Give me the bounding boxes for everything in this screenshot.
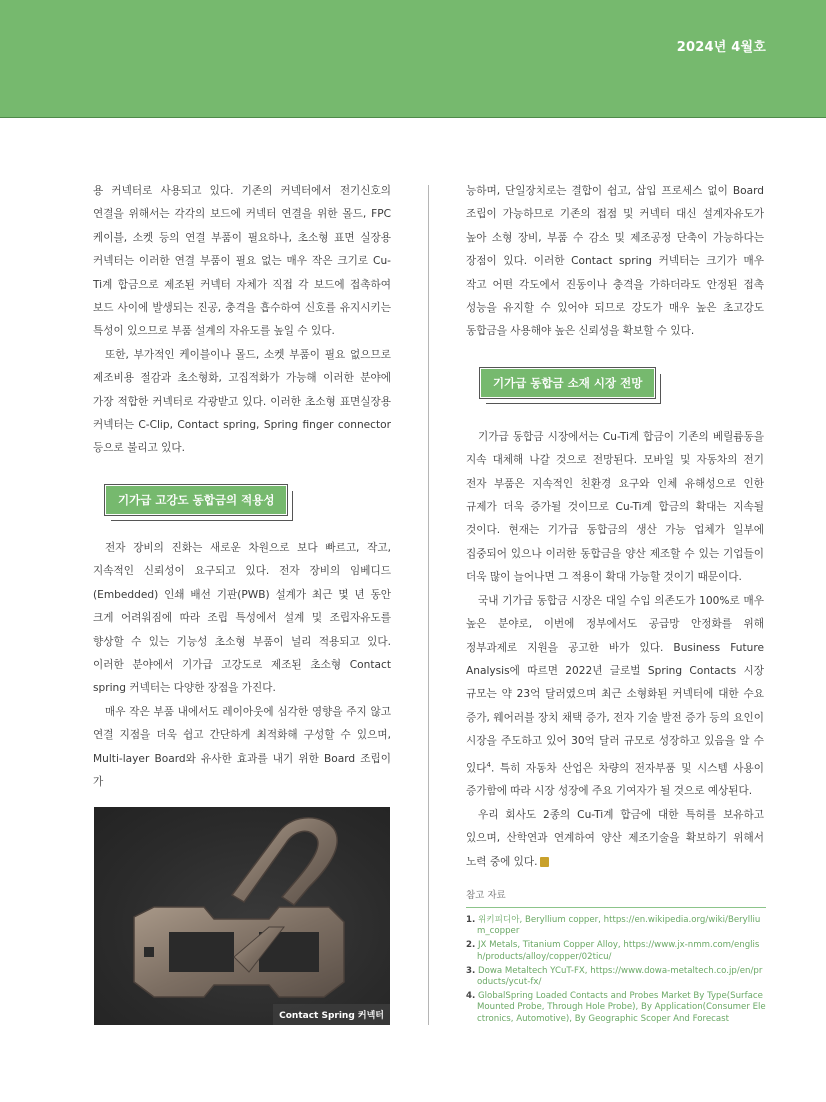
references-list: [466, 915, 766, 1025]
reference-item: 3. Dowa Metaltech YCuT-FX, https://www.dowa-metaltech.co.jp/en/products/ycut-fx/: [466, 965, 763, 988]
left-column: [93, 180, 391, 794]
section-heading-wrap: [466, 344, 764, 426]
body-text: 우리 회사도 2종의 Cu-Ti계 합금에 대한 특허를 보유하고 있으며, 산학연과 연계하여 양산 제조기술을 확보하기 위해서 노력 중에 있다.: [466, 808, 764, 868]
end-mark-icon: [540, 857, 549, 867]
right-column: [466, 180, 764, 874]
reference-item: 4. GlobalSpring Loaded Contacts and Probes Market By Type(Surface Mounted Probe, Through Hole Probe), By Application(Consumer Electronics, Automotive), By Geographic Scoper And Forecast: [466, 991, 766, 1024]
header-band: [0, 0, 826, 118]
body-text: 특히 자동차 산업은 차량의 전자부품 및 시스템 사용이 증가함에 따라 시장 성장에 주요 기여자가 될 것으로 예상된다.: [466, 762, 764, 798]
footnote-mark: 4: [486, 760, 491, 769]
contact-spring-photo: [94, 807, 390, 1025]
column-divider: [428, 185, 429, 1025]
body-text: 국내 기가급 동합금 시장은 대일 수입 의존도가 100%로 매우 높은 분야로, 이번에 정부에서도 공급망 안정화를 위해 정부과제로 지원을 공고한 바가 있다. Business Future Analysis에 따르면 2022년 글로벌 Spring Contacts 시장 규모는 약 23억 달러였으며 최근 소형화된 커넥터에 대한 수요 증가, 웨어러블 장치 채택 증가, 전자 기술 발전 증가 등의 요인이 시장을 주도하고 있어 30억 달러 규모로 성장하고 있음을 알 수 있다: [466, 594, 764, 775]
reference-item: 1. 위키피디아, Beryllium copper, https://en.wikipedia.org/wiki/Beryllium_copper: [466, 915, 761, 937]
section-heading: 기가급 고강도 동합금의 적용성: [105, 485, 287, 515]
body-paragraph: 용 커넥터로 사용되고 있다. 기존의 커넥터에서 전기신호의 연결을 위해서는 각각의 보드에 커넥터 연결을 위한 몰드, FPC 케이블, 소켓 등의 연결 부품이 필요하나, 초소형 표면 실장용 커넥터는 이러한 연결 부품이 필요 없는 매우 작은 크기로 Cu-Ti계 합금으로 제조된 커넥터 자체가 직접 각 보드에 접촉하여 보드 사이에 발생되는 진공, 충격을 흡수하여 신호를 유지시키는 특성이 있으므로 부품 설계의 자유도를 높일 수 있다.: [93, 185, 391, 338]
issue-date: 2024년 4월호: [676, 40, 766, 55]
body-paragraph: 전자 장비의 진화는 새로운 차원으로 보다 빠르고, 작고, 지속적인 신뢰성이 요구되고 있다. 전자 장비의 임베디드(Embedded) 인쇄 배선 기판(PWB) 설계가 최근 몇 년 동안 크게 어려워짐에 따라 조립 특성에서 설계 및 조립자유도를 향상할 수 있는 기능성 초소형 부품이 널리 적용되고 있다. 이러한 분야에서 기가급 고강도로 제조된 초소형 Contact spring 커넥터는 다양한 장점을 가진다.: [93, 541, 391, 695]
body-paragraph: 매우 작은 부품 내에서도 레이아웃에 심각한 영향을 주지 않고 연결 지점을 더욱 쉽고 간단하게 최적화해 구성할 수 있으며, Multi-layer Board와 유사한 효과를 내기 위한 Board 조립이 가: [93, 705, 391, 788]
body-paragraph: 국내 기가급 동합금 시장은 대일 수입 의존도가 100%로 매우 높은 분야로, 이번에 정부에서도 공급망 안정화를 위해 정부과제로 지원을 공고한 바가 있다. Business Future Analysis에 따르면 2022년 글로벌 Spring Contacts 시장 규모는 약 23억 달러였으며 최근 소형화된 커넥터에 대한 수요 증가, 웨어러블 장치 채택 증가, 전자 기술 발전 증가 등의 요인이 시장을 주도하고 있어 30억 달러 규모로 성장하고 있음을 알 수 있다$^4$. 특히 자동차 산업은 차량의 전자부품 및 시스템 사용이 증가함에 따라 시장 성장에 주요 기여자가 될 것으로 예상된다.: [466, 594, 764, 798]
body-paragraph: 능하며, 단일장치로는 결합이 쉽고, 삽입 프로세스 없이 Board 조립이 가능하므로 기존의 접점 및 커넥터 대신 설계자유도가 높아 소형 장비, 부품 수 감소 및 제조공정 단축이 가능하다는 장점이 있다. 이러한 Contact spring 커넥터는 크기가 매우 작고 어떤 각도에서 진동이나 충격을 가하더라도 안정된 접촉 성능을 유지할 수 있어야 되므로 강도가 매우 높은 초고강도 동합금을 사용해야 높은 신뢰성을 확보할 수 있다.: [466, 185, 764, 338]
reference-item: 2. JX Metals, Titanium Copper Alloy, https://www.jx-nmm.com/english/products/alloy/copper/02ticu/: [466, 940, 760, 962]
body-paragraph: 또한, 부가적인 케이블이나 몰드, 소켓 부품이 필요 없으므로 제조비용 절감과 초소형화, 고집적화가 가능해 이러한 분야에 가장 적합한 커넥터로 각광받고 있다. 이러한 초소형 표면실장용 커넥터는 C-Clip, Contact spring, Spring finger connector 등으로 불리고 있다.: [93, 348, 391, 455]
body-paragraph: 기가급 동합금 시장에서는 Cu-Ti계 합금이 기존의 베릴륨동을 지속 대체해 나갈 것으로 전망된다. 모바일 및 자동차의 전기 전자 부품은 지속적인 친환경 요구와 인체 유해성으로 인한 규제가 더욱 증가될 것이므로 Cu-Ti계 합금의 확대는 지속될 것이다. 현재는 기가급 동합금의 생산 가능 업체가 일부에 집중되어 있으나 이러한 동합금을 양산 제조할 수 있는 기업들이 더욱 많이 늘어나면 그 적용이 확대 가능할 것이기 때문이다.: [466, 430, 764, 584]
references-title: 참고 자료: [466, 887, 766, 908]
references: [466, 887, 766, 1028]
body-paragraph: [466, 804, 764, 874]
photo-caption: Contact Spring 커넥터: [273, 1004, 390, 1025]
section-heading-wrap: [93, 461, 391, 537]
section-heading: 기가급 동합금 소재 시장 전망: [480, 368, 655, 398]
connector-illustration: [94, 807, 390, 1025]
